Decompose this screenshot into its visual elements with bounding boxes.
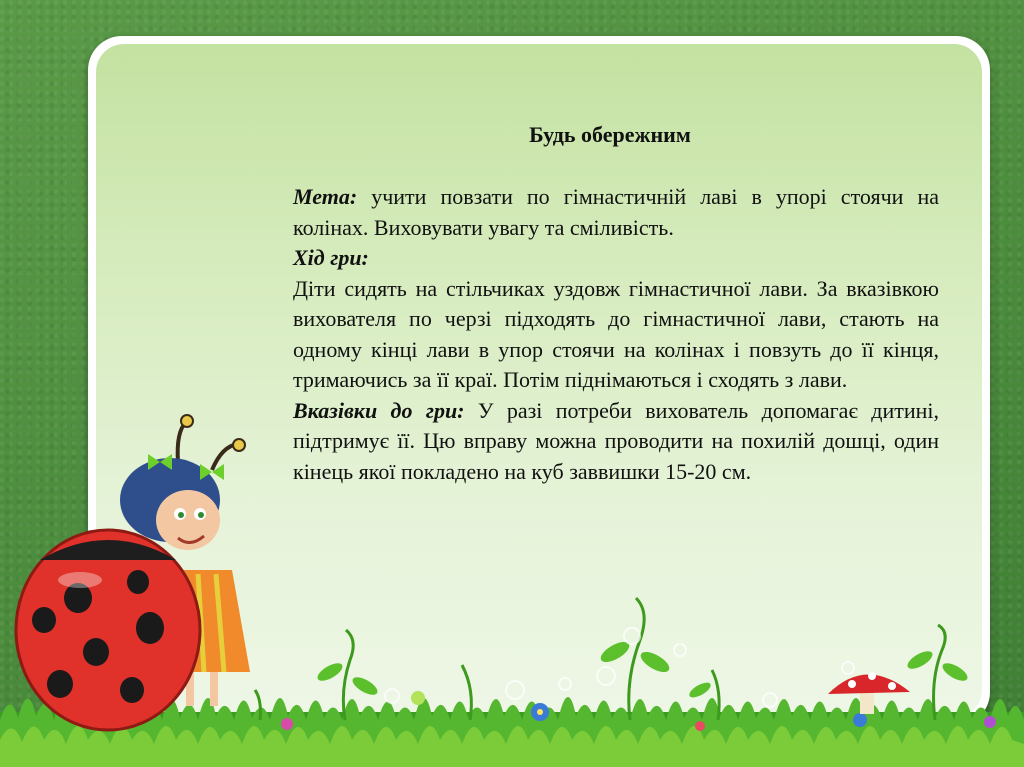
- bubbles: [385, 628, 854, 707]
- goal-text: учити повзати по гімнастичній лаві в упорі стоячи на колінах. Виховувати увагу та сміливість.: [293, 184, 939, 240]
- instructions-text: У разі потреби вихователь допомагає дитині, підтримує її. Цю вправу можна проводити на похилій дошці, один кінець якої покладено на куб заввишки 15-20 см.: [293, 397, 939, 484]
- plant-stems: [255, 598, 945, 720]
- procedure-text: Діти сидять на стільчиках уздовж гімнастичної лави. За вказівкою вихователя по черзі підходять до гімнастичної лави, стають на одному кінці лави в упор стоячи на колінах і повзуть до її кінця, тримаючись за її краї. Потім піднімаються і сходять з лави.: [293, 275, 939, 392]
- slide-title: Будь обережним: [529, 122, 691, 147]
- procedure-label: Хід гри:: [293, 245, 369, 270]
- instructions-label: Вказівки до гри:: [293, 397, 465, 423]
- ladybug-girl-illustration: [16, 415, 250, 730]
- goal-label: Мета:: [293, 184, 358, 209]
- mushroom-icon: [828, 672, 910, 714]
